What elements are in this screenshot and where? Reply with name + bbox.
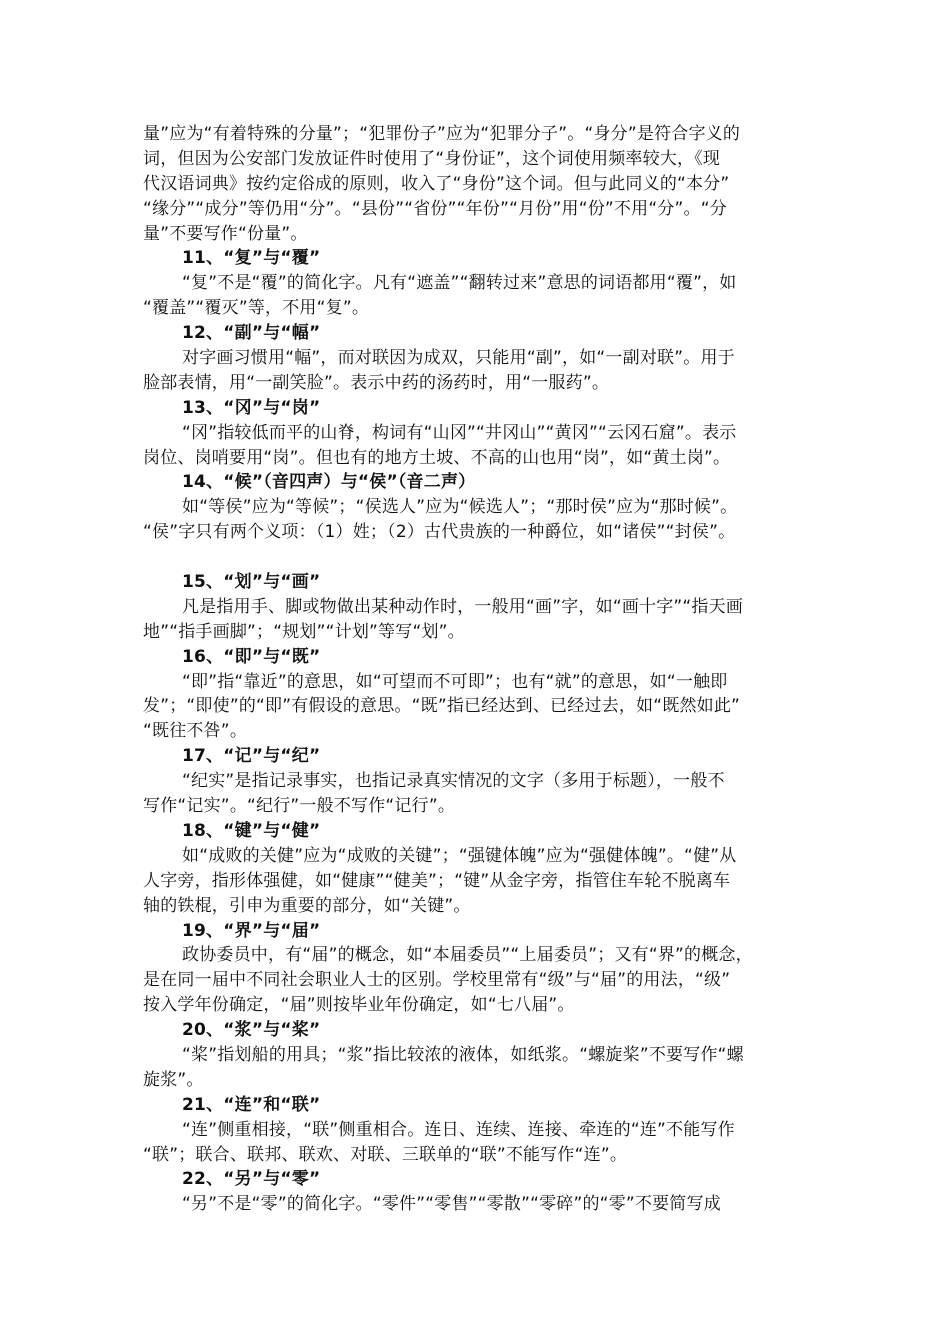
- section-heading: 14、“候”（音四声）与“侯”（音二声）: [182, 472, 476, 493]
- paragraph-first-line: “另”不是“零”的简化字。“零件”“零售”“零散”“零碎”的“零”不要简写成: [182, 1194, 721, 1215]
- paragraph-line: 量”不要写作“份量”。: [143, 223, 308, 244]
- paragraph-line: 代汉语词典》按约定俗成的原则，收入了“身份”这个词。但与此同义的“本分”: [143, 173, 730, 194]
- paragraph-line: 是在同一届中不同社会职业人士的区别。学校里常有“级”与“届”的用法，“级”: [143, 970, 731, 991]
- paragraph-line: 地”“指手画脚”；“规划”“计划”等写“划”。: [143, 621, 465, 642]
- paragraph-line: 写作“记实”。“纪行”一般不写作“记行”。: [143, 796, 456, 817]
- paragraph-first-line: 政协委员中，有“届”的概念，如“本届委员”“上届委员”；又有“界”的概念，: [182, 945, 753, 966]
- document-page: [143, 122, 833, 1217]
- paragraph-first-line: 对字画习惯用“幅”，而对联因为成双，只能用“副”，如“一副对联”。用于: [182, 348, 735, 369]
- paragraph-line: 人字旁，指形体强健，如“健康”“健美”；“键”从金字旁，指管住车轮不脱离车: [143, 870, 731, 891]
- paragraph-line: “既往不咎”。: [143, 721, 248, 742]
- section-heading: 11、“复”与“覆”: [182, 248, 321, 269]
- paragraph-first-line: “即”指“靠近”的意思，如“可望而不可即”；也有“就”的意思，如“一触即: [182, 671, 728, 692]
- paragraph-line: “联”；联合、联邦、联欢、对联、三联单的“联”不能写作“连”。: [143, 1144, 628, 1165]
- section-heading: 19、“界”与“届”: [182, 920, 321, 941]
- paragraph-first-line: 凡是指用手、脚或物做出某种动作时，一般用“画”字，如“画十字”“指天画: [182, 596, 744, 617]
- paragraph-line: “覆盖”“覆灭”等，不用“复”。: [143, 298, 370, 319]
- section-heading: 15、“划”与“画”: [182, 572, 321, 593]
- blank-line: [143, 545, 833, 570]
- paragraph-first-line: “连”侧重相接，“联”侧重相合。连日、连续、连接、牵连的“连”不能写作: [182, 1119, 735, 1140]
- paragraph-line: 发”；“即使”的“即”有假设的意思。“既”指已经达到、已经过去，如“既然如此”: [143, 696, 741, 717]
- paragraph-first-line: “纪实”是指记录事实，也指记录真实情况的文字（多用于标题），一般不: [182, 771, 725, 792]
- section-heading: 22、“另”与“零”: [182, 1169, 321, 1190]
- paragraph-first-line: 如“等侯”应为“等候”；“侯选人”应为“候选人”；“那时侯”应为“那时候”。: [182, 497, 738, 518]
- paragraph-first-line: “桨”指划船的用具；“浆”指比较浓的液体，如纸浆。“螺旋桨”不要写作“螺: [182, 1044, 744, 1065]
- section-heading: 17、“记”与“纪”: [182, 746, 321, 767]
- section-heading: 21、“连”和“联”: [182, 1094, 321, 1115]
- paragraph-line: 词，但因为公安部门发放证件时使用了“身份证”，这个词使用频率较大，《现: [143, 148, 721, 169]
- section-heading: 16、“即”与“既”: [182, 646, 321, 667]
- section-heading: 18、“键”与“健”: [182, 820, 321, 841]
- paragraph-first-line: “复”不是“覆”的简化字。凡有“遮盖”“翻转过来”意思的词语都用“覆”，如: [182, 273, 737, 294]
- paragraph-first-line: “冈”指较低而平的山脊，构词有“山冈”“井冈山”“黄冈”“云冈石窟”。表示: [182, 422, 737, 443]
- paragraph-line: “缘分”“成分”等仍用“分”。“县份”“省份”“年份”“月份”用“份”不用“分”。“分: [143, 198, 727, 219]
- paragraph-line: 岗位、岗哨要用“岗”。但也有的地方土坡、不高的山也用“岗”，如“黄土岗”。: [143, 447, 731, 468]
- section-heading: 20、“浆”与“桨”: [182, 1020, 321, 1041]
- paragraph-line: 旋浆”。: [143, 1069, 204, 1090]
- paragraph-line: 量”应为“有着特殊的分量”；“犯罪份子”应为“犯罪分子”。“身分”是符合字义的: [143, 124, 741, 144]
- paragraph-line: 脸部表情，用“一副笑脸”。表示中药的汤药时，用“一服药”。: [143, 372, 610, 393]
- paragraph-first-line: 如“成败的关健”应为“成败的关键”；“强键体魄”应为“强健体魄”。“健”从: [182, 845, 737, 866]
- section-heading: 13、“冈”与“岗”: [182, 397, 321, 418]
- paragraph-line: 轴的铁棍，引申为重要的部分，如“关键”。: [143, 895, 471, 916]
- paragraph-line: “侯”字只有两个义项：（1）姓；（2）古代贵族的一种爵位，如“诸侯”“封侯”。: [143, 522, 736, 543]
- section-heading: 12、“副”与“幅”: [182, 323, 321, 344]
- paragraph-line: 按入学年份确定，“届”则按毕业年份确定，如“七八届”。: [143, 995, 575, 1016]
